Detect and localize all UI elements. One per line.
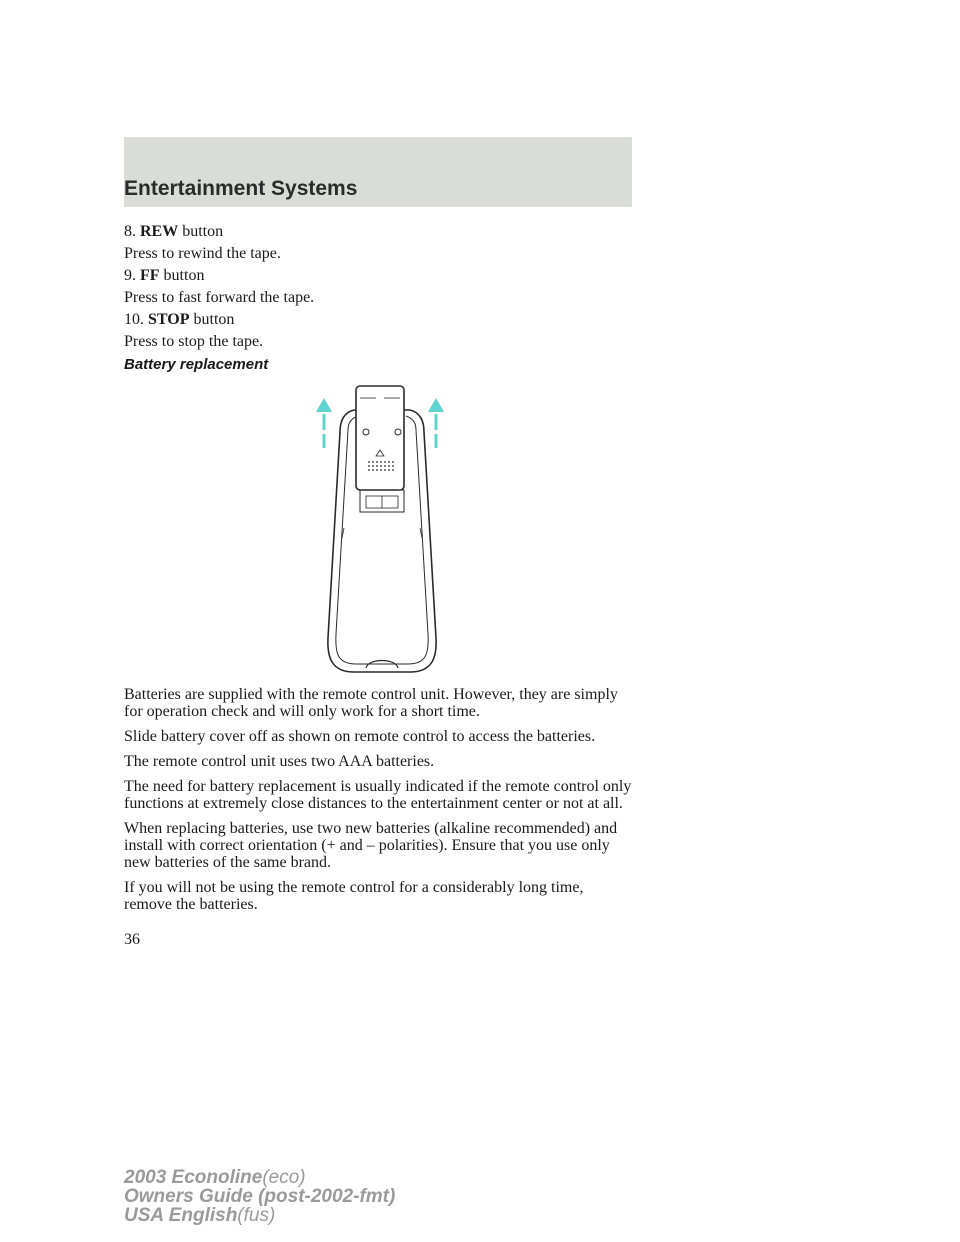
slide-arrow-right-icon (428, 398, 444, 448)
section-header-band (124, 137, 632, 207)
item-suffix: button (193, 311, 235, 328)
document-footer (124, 1168, 395, 1225)
item-description: Press to rewind the tape. (124, 245, 281, 262)
footer-language-code: (fus) (237, 1205, 276, 1226)
item-suffix: button (163, 267, 205, 284)
paragraph: Batteries are supplied with the remote control unit. However, they are simply for operation check and will only work for a short time. (124, 686, 618, 720)
item-name: FF (140, 267, 160, 284)
paragraph: When replacing batteries, use two new batteries (alkaline recommended) and install with correct orientation (+ and – polarities). Ensure that you use only new batteries of the same brand. (124, 820, 618, 871)
footer-guide: Owners Guide (post-2002-fmt) (124, 1186, 396, 1207)
footer-line-3 (124, 1206, 395, 1225)
footer-language: USA English (124, 1205, 238, 1226)
item-name: REW (140, 223, 179, 240)
paragraph: Slide battery cover off as shown on remote control to access the batteries. (124, 728, 596, 745)
battery-heading: Battery replacement (124, 356, 269, 373)
section-title: Entertainment Systems (124, 177, 358, 200)
slide-arrow-left-icon (316, 398, 332, 448)
paragraph: The remote control unit uses two AAA batteries. (124, 753, 435, 770)
footer-model: 2003 Econoline (124, 1167, 263, 1188)
page-number: 36 (124, 931, 140, 948)
footer-line-2 (124, 1187, 395, 1206)
battery-instructions (124, 686, 632, 921)
item-description: Press to fast forward the tape. (124, 289, 315, 306)
paragraph: If you will not be using the remote control for a considerably long time, remove the batteries. (124, 879, 584, 913)
item-number: 10. (124, 311, 144, 328)
item-description: Press to stop the tape. (124, 333, 264, 350)
item-name: STOP (148, 311, 190, 328)
remote-control-illustration (124, 378, 632, 674)
list-item-ff (124, 266, 634, 285)
remote-body (328, 386, 436, 672)
list-item-stop (124, 310, 634, 329)
paragraph: The need for battery replacement is usually indicated if the remote control only functions at extremely close distances to the entertainment center or not at all. (124, 778, 632, 812)
item-number: 9. (124, 267, 136, 284)
list-item-rew (124, 222, 634, 241)
item-suffix: button (182, 223, 224, 240)
footer-line-1 (124, 1168, 395, 1187)
item-number: 8. (124, 223, 136, 240)
button-list (124, 222, 634, 374)
footer-model-code: (eco) (262, 1167, 306, 1188)
